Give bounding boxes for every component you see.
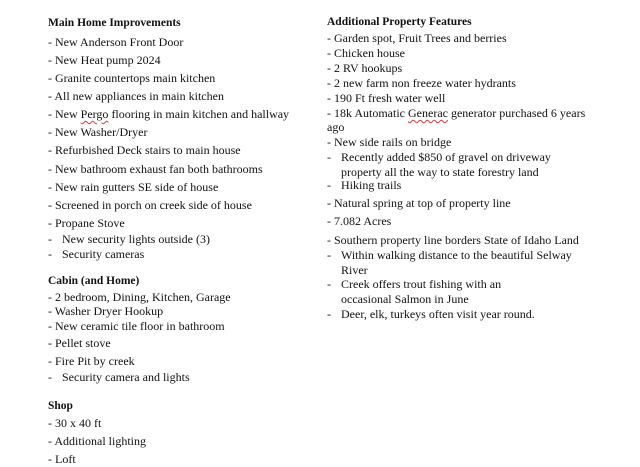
- list-item: - 30 x 40 ft: [48, 416, 102, 430]
- text: generator purchased 6 years: [447, 106, 586, 120]
- list-item-wrap: ago: [327, 120, 345, 134]
- list-item: - New ceramic tile floor in bathroom: [48, 319, 225, 333]
- list-item: - 2 RV hookups: [327, 61, 403, 75]
- list-item: - 190 Ft fresh water well: [327, 91, 446, 105]
- spellcheck-word: Pergo: [80, 107, 109, 121]
- list-item: - Southern property line borders State of Idaho Land: [327, 233, 579, 247]
- list-item: - New bathroom exhaust fan both bathrooms: [48, 162, 263, 176]
- list-item: - Screened in porch on creek side of house: [48, 198, 252, 212]
- list-item: - Garden spot, Fruit Trees and berries: [327, 31, 507, 45]
- list-item: - Natural spring at top of property line: [327, 196, 511, 210]
- main-home-heading: Main Home Improvements: [48, 17, 181, 29]
- sub-item-text: Hiking trails: [341, 178, 402, 192]
- list-item: - New Heat pump 2024: [48, 53, 161, 67]
- text: flooring in main kitchen and hallway: [108, 107, 290, 121]
- sub-item-text: Recently added $850 of gravel on driveway property all the way to state forestry land: [341, 150, 551, 179]
- dash: -: [327, 178, 331, 192]
- list-item: - Granite countertops main kitchen: [48, 71, 216, 85]
- list-item: - New Washer/Dryer: [48, 125, 148, 139]
- list-item: - Refurbished Deck stairs to main house: [48, 143, 241, 157]
- dash: -: [327, 307, 331, 321]
- text: - New: [48, 107, 81, 121]
- sub-item-text: Deer, elk, turkeys often visit year round.: [341, 307, 535, 321]
- dash: -: [48, 370, 52, 384]
- list-item: - Washer Dryer Hookup: [48, 304, 164, 318]
- list-item: - New side rails on bridge: [327, 135, 452, 149]
- dash: -: [48, 247, 52, 261]
- list-item: - Propane Stove: [48, 216, 125, 230]
- cabin-heading: Cabin (and Home): [48, 275, 140, 287]
- spellcheck-word: Generac: [408, 106, 448, 120]
- additional-features-heading: Additional Property Features: [327, 16, 472, 28]
- dash: -: [327, 248, 331, 262]
- sub-item-text: Within walking distance to the beautiful Selway River: [341, 248, 572, 277]
- list-item: - 2 new farm non freeze water hydrants: [327, 76, 516, 90]
- sub-item-text: Security cameras: [62, 247, 145, 261]
- list-item: - All new appliances in main kitchen: [48, 89, 224, 103]
- text: - 18k Automatic: [327, 106, 408, 120]
- list-item: - Pellet stove: [48, 336, 111, 350]
- sub-item-text: Creek offers trout fishing with an occasional Salmon in June: [341, 277, 502, 306]
- shop-heading: Shop: [48, 400, 73, 412]
- list-item: - 7.082 Acres: [327, 214, 392, 228]
- list-item-pergo: [48, 107, 289, 122]
- list-item: - Loft: [48, 452, 76, 466]
- list-item: - 2 bedroom, Dining, Kitchen, Garage: [48, 290, 231, 304]
- list-item: - New Anderson Front Door: [48, 35, 184, 49]
- dash: -: [48, 232, 52, 246]
- list-item: - Additional lighting: [48, 434, 146, 448]
- list-item: - Fire Pit by creek: [48, 354, 135, 368]
- dash: -: [327, 277, 331, 291]
- sub-item-text: Security camera and lights: [62, 370, 190, 384]
- list-item: - New rain gutters SE side of house: [48, 180, 219, 194]
- sub-item-text: New security lights outside (3): [62, 232, 210, 246]
- list-item: - Chicken house: [327, 46, 405, 60]
- list-item-generac: [327, 106, 585, 121]
- dash: -: [327, 150, 331, 164]
